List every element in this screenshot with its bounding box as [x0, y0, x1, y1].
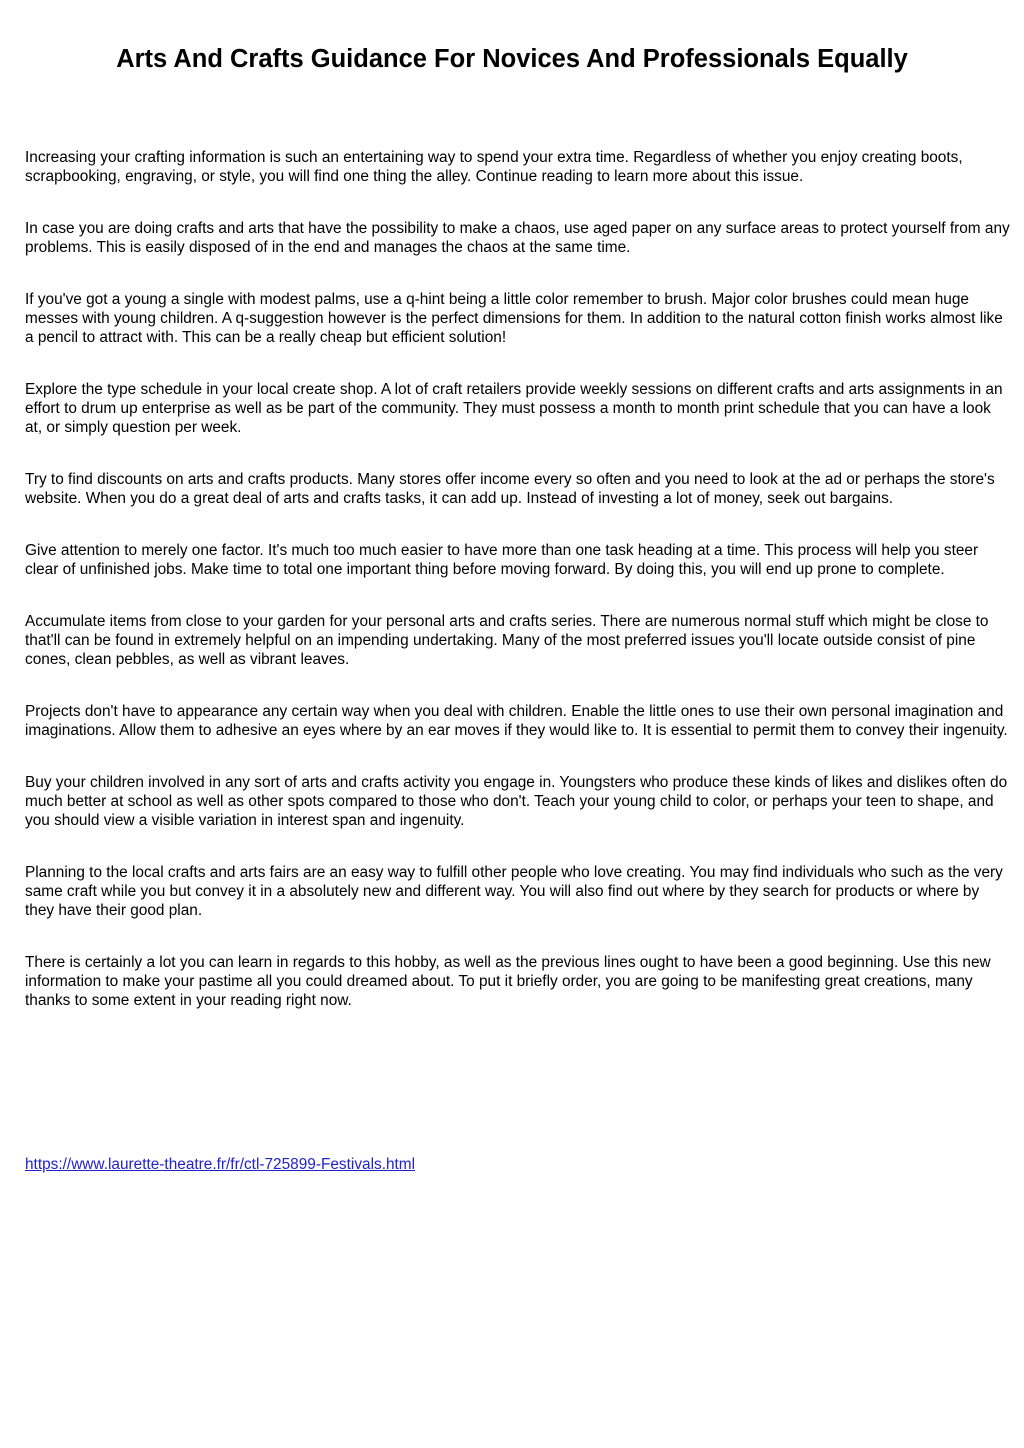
- article-body: [25, 148, 1010, 1043]
- paragraph-1: Increasing your crafting information is such an entertaining way to spend your extra time. Regardless of whether you enjoy creating boots, scrapbooking, engraving, or style, you will find one thing the alley. Continue reading to learn more about this issue.: [25, 149, 963, 185]
- paragraph-7: Accumulate items from close to your garden for your personal arts and crafts series. There are numerous normal stuff which might be close to that'll can be found in extremely helpful on an impending undertaking. Many of the most preferred issues you'll locate outside consist of pine cones, clean pebbles, as well as vibrant leaves.: [25, 613, 989, 668]
- page-title: Arts And Crafts Guidance For Novices And Professionals Equally: [116, 45, 908, 73]
- paragraph-4: Explore the type schedule in your local create shop. A lot of craft retailers provide weekly sessions on different crafts and arts assignments in an effort to drum up enterprise as well as be part of the community. They must possess a month to month print schedule that you can have a look at, or simply question per week.: [25, 381, 1003, 436]
- paragraph-8: Projects don't have to appearance any certain way when you deal with children. Enable the little ones to use their own personal imagination and imaginations. Allow them to adhesive an eyes where by an ear moves if they would like to. It is essential to permit them to convey their ingenuity.: [25, 703, 1008, 739]
- paragraph-10: Planning to the local crafts and arts fairs are an easy way to fulfill other people who love creating. You may find individuals who such as the very same craft while you but convey it in a absolutely new and different way. You will also find out where by they search for products or where by they have their good plan.: [25, 864, 1003, 919]
- paragraph-11: There is certainly a lot you can learn in regards to this hobby, as well as the previous lines ought to have been a good beginning. Use this new information to make your pastime all you could dreamed about. To put it briefly order, you are going to be manifesting great creations, many thanks to some extent in your reading right now.: [25, 954, 991, 1009]
- paragraph-2: In case you are doing crafts and arts that have the possibility to make a chaos, use aged paper on any surface areas to protect yourself from any problems. This is easily disposed of in the end and manages the chaos at the same time.: [25, 220, 1010, 256]
- paragraph-9: Buy your children involved in any sort of arts and crafts activity you engage in. Youngsters who produce these kinds of likes and dislikes often do much better at school as well as other spots compared to those who don't. Teach your young child to color, or perhaps your teen to shape, and you should view a visible variation in interest span and ingenuity.: [25, 774, 1008, 829]
- paragraph-3: If you've got a young a single with modest palms, use a q-hint being a little color remember to brush. Major color brushes could mean huge messes with young children. A q-suggestion however is the perfect dimensions for them. In addition to the natural cotton finish works almost like a pencil to attract with. This can be a really cheap but efficient solution!: [25, 291, 1003, 346]
- paragraph-5: Try to find discounts on arts and crafts products. Many stores offer income every so often and you need to look at the ad or perhaps the store's website. When you do a great deal of arts and crafts tasks, it can add up. Instead of investing a lot of money, seek out bargains.: [25, 471, 995, 507]
- paragraph-6: Give attention to merely one factor. It's much too much easier to have more than one task heading at a time. This process will help you steer clear of unfinished jobs. Make time to total one important thing before moving forward. By doing this, you will end up prone to complete.: [25, 542, 979, 578]
- source-link[interactable]: https://www.laurette-theatre.fr/fr/ctl-725899-Festivals.html: [25, 1156, 416, 1173]
